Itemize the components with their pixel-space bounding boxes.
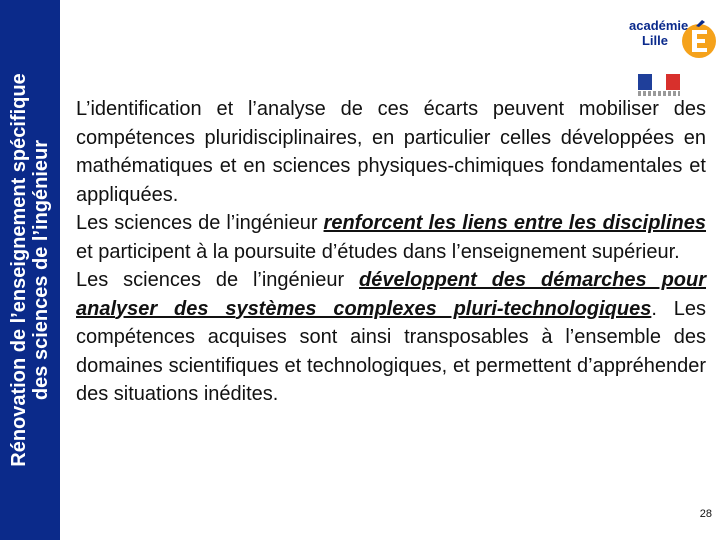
paragraph-3-emphasis: développent des démarches pour analyser des systèmes complexes pluri-technologiques	[76, 269, 706, 320]
paragraph-2-start: Les sciences de l’ingénieur	[76, 212, 324, 234]
academie-e-icon	[680, 12, 718, 60]
paragraph-1: L’identification et l’analyse de ces écarts peuvent mobiliser des compétences pluridisciplinaires, en particulier celles développées en mathématiques et en sciences physiques-chimiques fondamentales et appliquées.	[76, 98, 706, 206]
paragraph-2-emphasis: renforcent les liens entre les disciplines	[323, 212, 706, 234]
paragraph-2-end: et participent à la poursuite d’études dans l’enseignement supérieur.	[76, 240, 680, 263]
sidebar-title-line2: des sciences de l’ingénieur	[30, 139, 52, 401]
paragraph-3-end: . Les compétences acquises sont ainsi transposables à l’ensemble des domaines scientifiques et technologiques, et permettent d’appréhender des situations inédites.	[76, 297, 706, 405]
sidebar-title-line1: Rénovation de l’enseignement spécifique	[8, 73, 30, 467]
slide-body	[76, 95, 706, 409]
sidebar-title	[8, 0, 52, 540]
logo-text-bottom: Lille	[641, 33, 668, 48]
paragraph-2	[76, 209, 706, 266]
logo-text-top: académie	[629, 18, 689, 33]
page-number: 28	[699, 508, 712, 520]
paragraph-3	[76, 266, 706, 409]
paragraph-3-start: Les sciences de l’ingénieur	[76, 269, 360, 291]
sidebar	[0, 0, 60, 540]
logo-text	[629, 18, 689, 48]
academie-lille-logo	[625, 12, 720, 70]
